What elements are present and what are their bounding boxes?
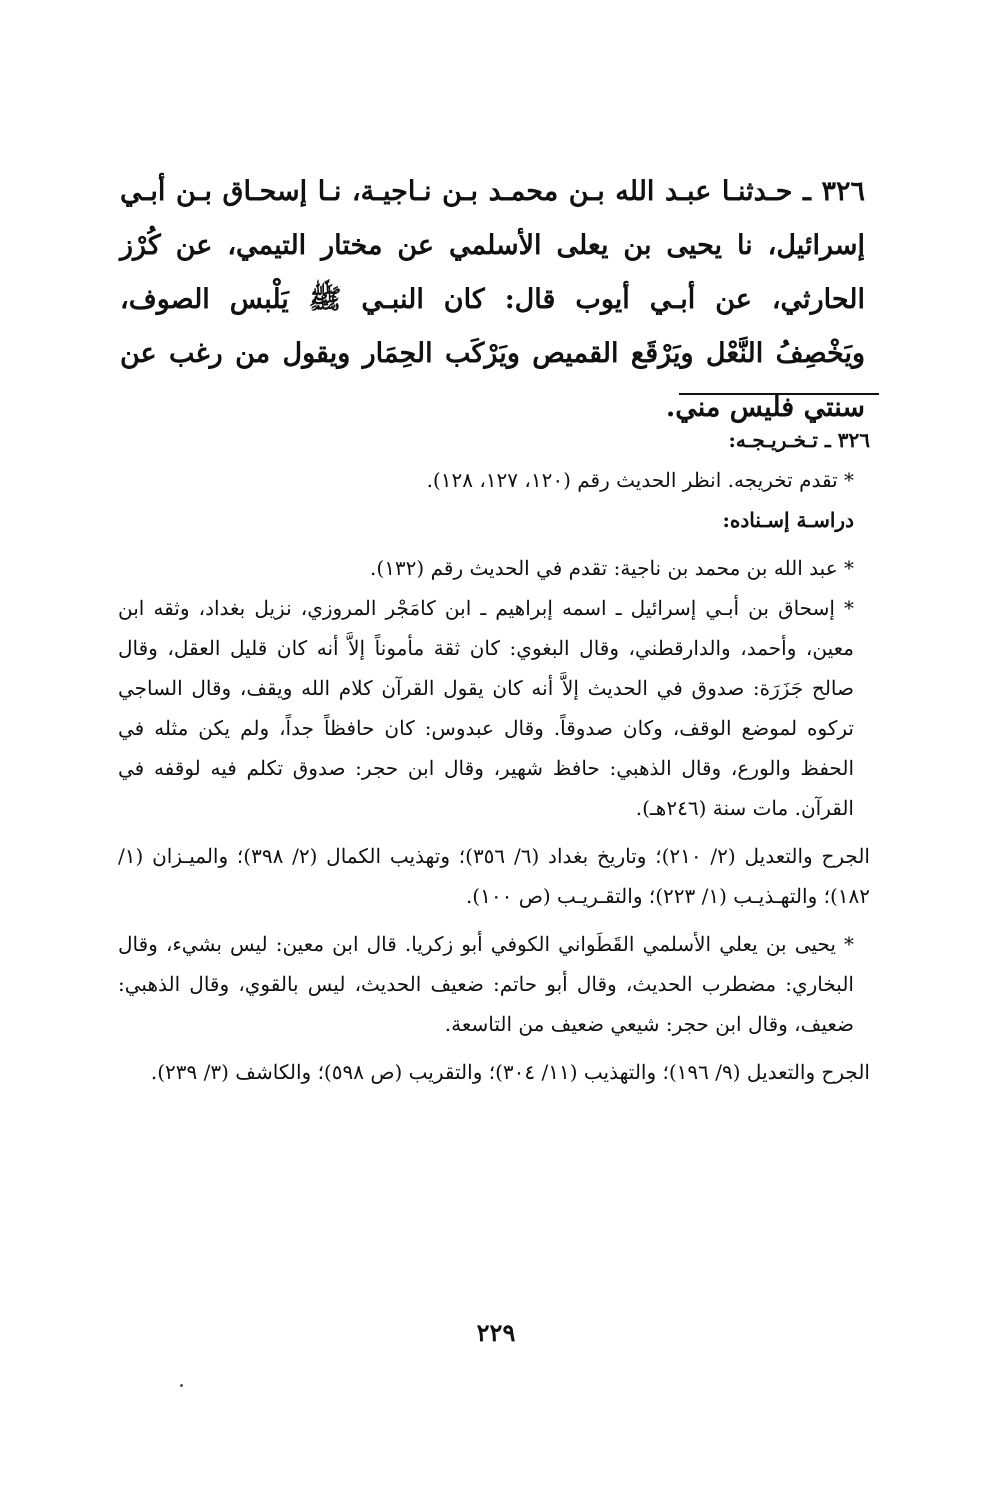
narrator-ishaq-references: الجرح والتعديل (٢/ ٢١٠)؛ وتاريخ بغداد (٦/ ٣٥٦)؛ وتهذيب الكمال (٢/ ٣٩٨)؛ والميـزان (١/ ١٨٢)؛ والتهـذيـب (١/ ٢٢٣)؛ والتقـريـب (ص ١٠٠).: [118, 844, 870, 908]
takhrij-heading: ٣٢٦ ـ تـخـريـجـه:: [728, 428, 870, 452]
isnad-heading: دراسـة إسـناده:: [722, 508, 854, 532]
hadith-number: ٣٢٦: [821, 176, 865, 207]
narrator-ishaq: * إسحاق بن أبـي إسرائيل ـ اسمه إبراهيم ـ ابن كامَجْر المروزي، نزيل بغداد، وثقه ابن معين، وأحمد، والدارقطني، وقال البغوي: كان ثقة مأموناً إلاَّ أنه كان قليل العقل، وقال صالح جَزَرَة: صدوق في الحديث إلاَّ أنه كان يقول القرآن كلام الله ويقف، وقال الساجي تركوه لموضع الوقف، وكان صدوقاً. وقال عبدوس: كان حافظاً جداً، ولم يكن مثله في الحفظ والورع، وقال الذهبي: حافظ شهير، وقال ابن حجر: صدوق تكلم فيه لوقفه في القرآن. مات سنة (٢٤٦هـ).: [118, 596, 854, 820]
page-number: ٢٢٩: [476, 1318, 516, 1347]
narrator-yahya-references: الجرح والتعديل (٩/ ١٩٦)؛ والتهذيب (١١/ ٣٠٤)؛ والتقريب (ص ٥٩٨)؛ والكاشف (٣/ ٢٣٩).: [150, 1060, 870, 1084]
footnotes: [118, 420, 870, 1092]
narrator-ibn-najiya: * عبد الله بن محمد بن ناجية: تقدم في الحديث رقم (١٣٢).: [370, 556, 854, 580]
narrator-yahya: * يحيى بن يعلي الأسلمي القَطَواني الكوفي أبو زكريا. قال ابن معين: ليس بشيء، وقال البخاري: مضطرب الحديث، وقال أبو حاتم: ضعيف الحديث، ليس بالقوي، وقال الذهبي: ضعيف، وقال ابن حجر: شيعي ضعيف من التاسعة.: [118, 932, 854, 1036]
footnote-divider: [679, 393, 879, 395]
takhrij-text: * تقدم تخريجه. انظر الحديث رقم (١٢٠، ١٢٧، ١٢٨).: [426, 468, 854, 492]
scan-speck: [180, 1384, 183, 1387]
hadith-body: ـ حـدثنـا عبـد الله بـن محمـد بـن نـاجيـة، نـا إسحـاق بـن أبـي إسرائيل، نا يحيى بن يعلى الأسلمي عن مختار التيمي، عن كُرْز الحارثي، عن أبـي أيوب قال: كان النبـي ﷺ يَلْبس الصوف، ويَخْصِفُ النَّعْل ويَرْقَع القميص ويَرْكَب الحِمَار ويقول من رغب عن سنتي فليس مني.: [120, 176, 865, 423]
